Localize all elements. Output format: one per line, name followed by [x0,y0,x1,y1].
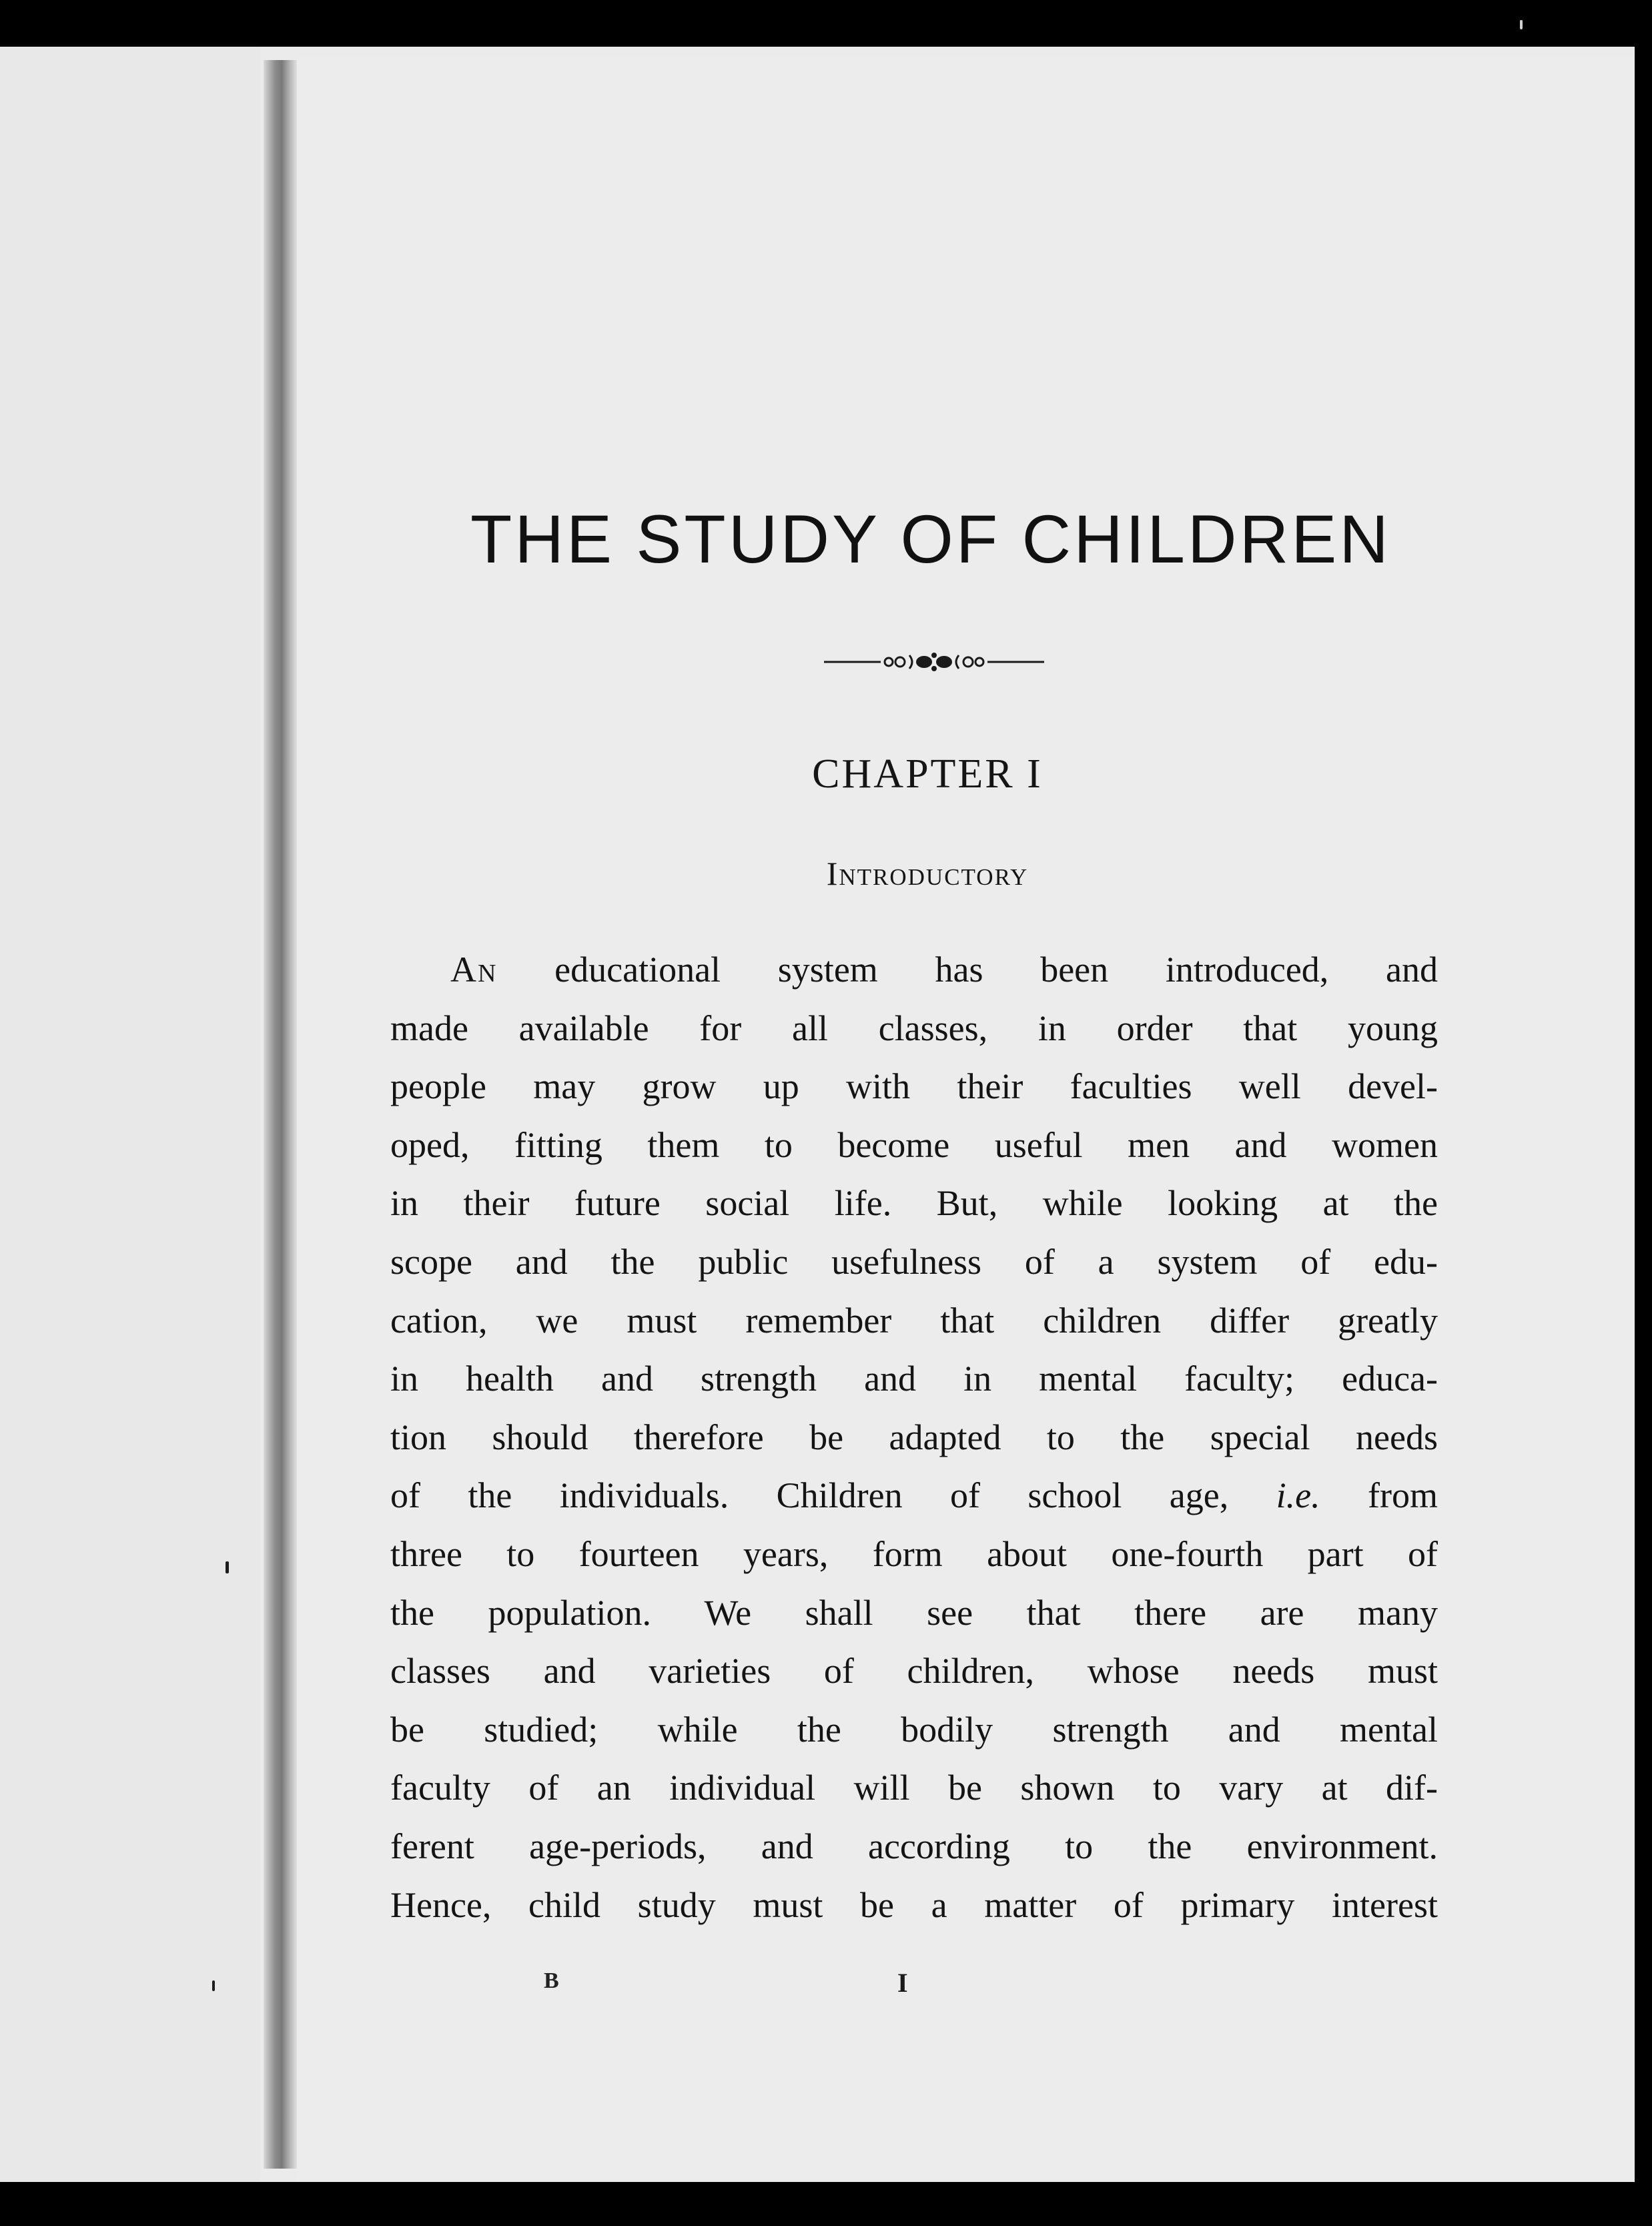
body-line: tion should therefore be adapted to the special needs [390,1417,1438,1457]
body-line: Hence, child study must be a matter of primary interest [390,1884,1438,1925]
body-line: classes and varieties of children, whose needs must [390,1651,1438,1692]
scan-bottom-border [0,2182,1652,2226]
body-line: faculty of an individual will be shown to vary at dif- [390,1768,1438,1808]
scan-speck [212,1980,215,1991]
lead-word: An [450,950,498,990]
ornament-divider-icon [824,641,1044,681]
body-line: be studied; while the bodily strength and mental [390,1709,1438,1750]
body-line: scope and the public usefulness of a system of edu- [390,1241,1438,1282]
body-line: of the individuals. Children of school age, i.e. from [390,1475,1438,1516]
book-title: THE STUDY OF CHILDREN [470,501,1391,577]
italic-abbreviation: i.e. [1276,1475,1320,1516]
body-line-text: educational system has been introduced, and [497,950,1438,990]
facing-page-edge [0,47,260,2182]
body-line [390,941,1438,1000]
scan-speck [1520,20,1523,29]
body-line: the population. We shall see that there are many [390,1592,1438,1633]
page-number: I [897,1968,908,1998]
body-paragraph [390,941,1438,1934]
signature-mark: B [544,1968,559,1993]
body-line: made available for all classes, in order that young [390,1008,1438,1048]
scan-speck [226,1561,229,1573]
body-line: three to fourteen years, form about one-fourth part of [390,1533,1438,1574]
body-line: cation, we must remember that children differ greatly [390,1300,1438,1341]
book-gutter [264,60,297,2169]
body-line: oped, fitting them to become useful men and women [390,1124,1438,1165]
body-line: ferent age-periods, and according to the environment. [390,1826,1438,1866]
body-line: in their future social life. But, while looking at the [390,1183,1438,1224]
chapter-subtitle: Introductory [826,855,1029,892]
scan-right-border [1635,47,1652,2226]
body-line: in health and strength and in mental faculty; educa- [390,1359,1438,1399]
body-line: people may grow up with their faculties well devel- [390,1066,1438,1107]
chapter-heading: CHAPTER I [812,751,1043,797]
